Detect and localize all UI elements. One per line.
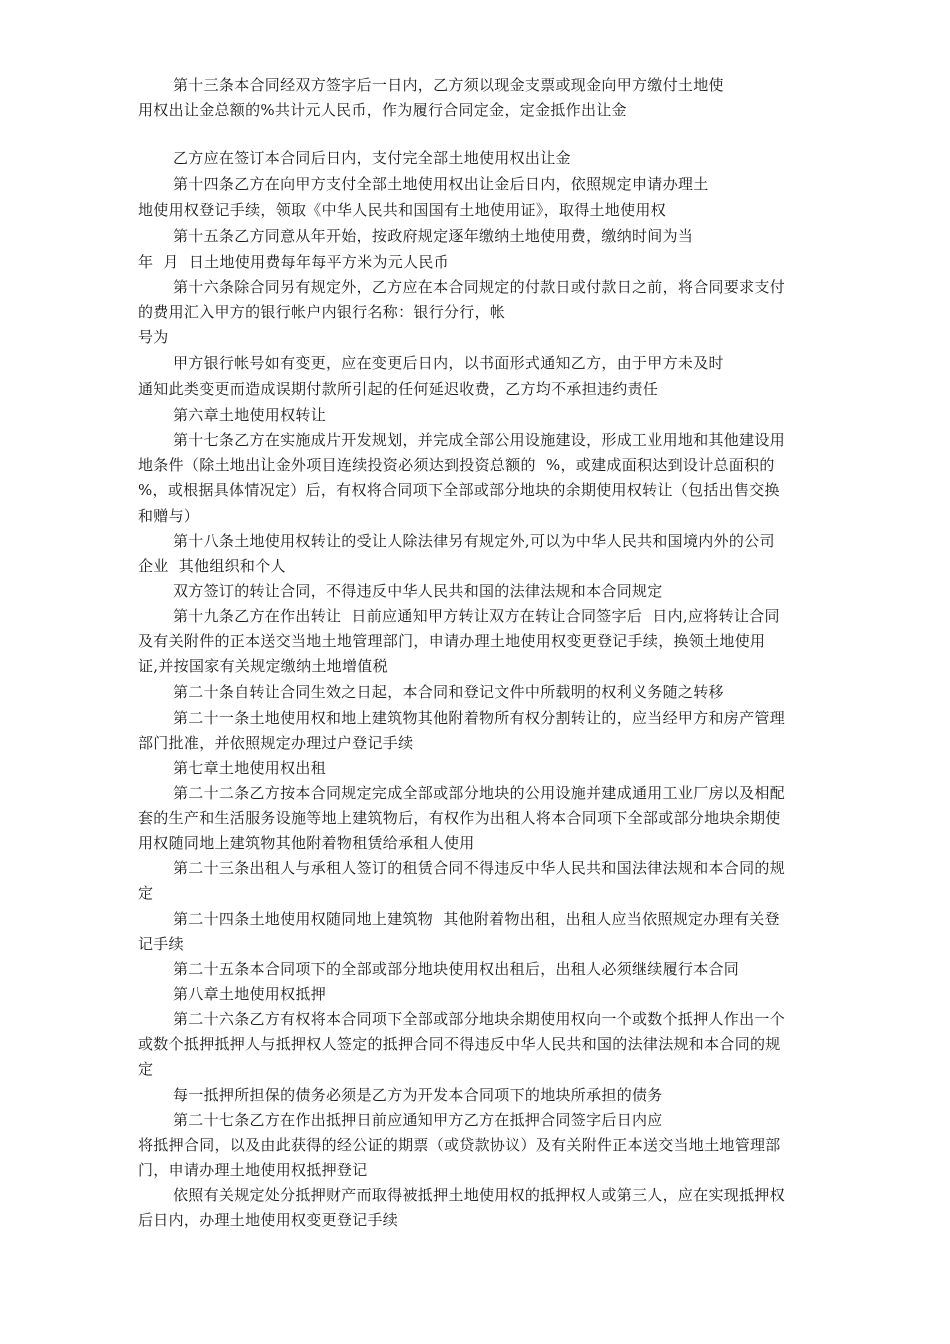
text-line: 或数个抵押抵押人与抵押权人签定的抵押合同不得违反中华人民共和国的法律法规和本合同的规	[138, 1035, 781, 1053]
text-line: 企业 其他组织和个人	[138, 557, 286, 575]
text-line: 地条件（除土地出让金外项目连续投资必须达到投资总额的 %，或建成面积达到设计总面积的	[138, 456, 775, 474]
text-line: 用权随同地上建筑物其他附着物租赁给承租人使用	[138, 834, 475, 852]
text-line: 第二十七条乙方在作出抵押日前应通知甲方乙方在抵押合同签字后日内应	[173, 1111, 663, 1129]
text-line: 地使用权登记手续，领取《中华人民共和国国有土地使用证》，取得土地使用权	[138, 201, 667, 219]
text-line: 后日内，办理土地使用权变更登记手续	[138, 1211, 399, 1229]
text-line: 年 月 日土地使用费每年每平方米为元人民币	[138, 253, 449, 271]
text-line: %，或根据具体情况定）后，有权将合同项下全部或部分地块的余期使用权转让（包括出售交换	[138, 481, 780, 499]
text-line: 的费用汇入甲方的银行帐户内银行名称：银行分行，帐	[138, 303, 506, 321]
text-line: 第二十六条乙方有权将本合同项下全部或部分地块余期使用权向一个或数个抵押人作出一个	[173, 1010, 786, 1028]
text-line: 定	[138, 1060, 154, 1078]
chapter-heading: 第六章土地使用权转让	[173, 406, 327, 424]
text-line: 第十三条本合同经双方签字后一日内，乙方须以现金支票或现金向甲方缴付土地使	[173, 76, 724, 94]
text-line: 及有关附件的正本送交当地土地管理部门，申请办理土地使用权变更登记手续，换领土地使用	[138, 632, 766, 650]
text-line: 双方签订的转让合同，不得违反中华人民共和国的法律法规和本合同规定	[173, 582, 663, 600]
text-line: 通知此类变更而造成误期付款所引起的任何延迟收费，乙方均不承担违约责任	[138, 380, 659, 398]
text-line: 第十九条乙方在作出转让 日前应通知甲方转让双方在转让合同签字后 日内,应将转让合同	[173, 607, 780, 625]
text-line: 乙方应在签订本合同后日内，支付完全部土地使用权出让金	[173, 149, 571, 167]
text-line: 第十六条除合同另有规定外，乙方应在本合同规定的付款日或付款日之前，将合同要求支付	[173, 278, 786, 296]
text-line: 和赠与）	[138, 507, 200, 525]
text-line: 部门批准，并依照规定办理过户登记手续	[138, 734, 414, 752]
text-line: 第二十一条土地使用权和地上建筑物其他附着物所有权分割转让的，应当经甲方和房产管理	[173, 709, 786, 727]
text-line: 号为	[138, 328, 169, 346]
text-line: 第二十二条乙方按本合同规定完成全部或部分地块的公用设施并建成通用工业厂房以及相配	[173, 784, 786, 802]
text-line: 第二十四条土地使用权随同地上建筑物 其他附着物出租，出租人应当依照规定办理有关登	[173, 910, 780, 928]
text-line: 第二十五条本合同项下的全部或部分地块使用权出租后，出租人必须继续履行本合同	[173, 960, 740, 978]
text-line: 依照有关规定处分抵押财产而取得被抵押土地使用权的抵押权人或第三人，应在实现抵押权	[173, 1186, 786, 1204]
text-line: 证,并按国家有关规定缴纳土地增值税	[138, 657, 388, 675]
text-line: 记手续	[138, 935, 184, 953]
text-line: 定	[138, 884, 154, 902]
text-line: 第十七条乙方在实施成片开发规划，并完成全部公用设施建设，形成工业用地和其他建设用	[173, 431, 786, 449]
text-line: 第十五条乙方同意从年开始，按政府规定逐年缴纳土地使用费，缴纳时间为当	[173, 227, 694, 245]
text-line: 甲方银行帐号如有变更，应在变更后日内，以书面形式通知乙方，由于甲方未及时	[173, 354, 724, 372]
text-line: 套的生产和生活服务设施等地上建筑物后，有权作为出租人将本合同项下全部或部分地块余期使	[138, 809, 781, 827]
text-line: 第二十三条出租人与承租人签订的租赁合同不得违反中华人民共和国法律法规和本合同的规	[173, 859, 786, 877]
chapter-heading: 第八章土地使用权抵押	[173, 985, 327, 1003]
text-line: 门，申请办理土地使用权抵押登记	[138, 1161, 368, 1179]
chapter-heading: 第七章土地使用权出租	[173, 759, 327, 777]
text-line: 第二十条自转让合同生效之日起，本合同和登记文件中所载明的权利义务随之转移	[173, 683, 724, 701]
text-line: 每一抵押所担保的债务必须是乙方为开发本合同项下的地块所承担的债务	[173, 1086, 663, 1104]
text-line: 第十四条乙方在向甲方支付全部土地使用权出让金后日内，依照规定申请办理土	[173, 175, 709, 193]
text-line: 用权出让金总额的%共计元人民币，作为履行合同定金，定金抵作出让金	[138, 101, 627, 119]
text-line: 将抵押合同，以及由此获得的经公证的期票（或贷款协议）及有关附件正本送交当地土地管理部	[138, 1136, 781, 1154]
text-line: 第十八条土地使用权转让的受让人除法律另有规定外,可以为中华人民共和国境内外的公司	[173, 532, 775, 550]
